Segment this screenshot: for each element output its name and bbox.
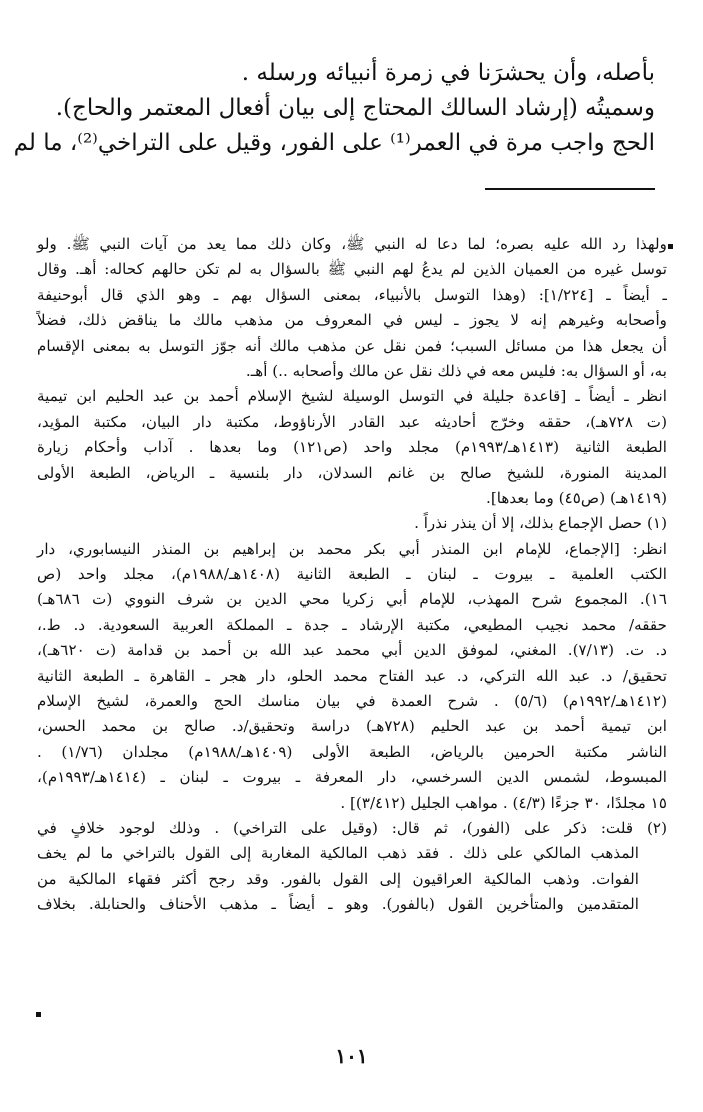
footnote-line: المبسوط، لشمس الدين السرخسي، دار المعرفة ـ بيروت ـ لبنان ـ (١٤١٤هـ/١٩٩٣م)، [37, 768, 667, 787]
footnote-line: المتقدمين والمتأخرين القول (بالفور). وهو ـ أيضاً ـ مذهب الأحناف والحنابلة. بخلاف [37, 895, 639, 914]
page-number: ١٠١ [335, 1044, 368, 1068]
footnote-line: ـ أيضاً ـ [١/٢٢٤]: (وهذا التوسل بالأنبياء، بمعنى السؤال بهم ـ وهو الذي قال أبوحنيفة [37, 285, 667, 304]
footnote-line: ولهذا رد الله عليه بصره؛ لما دعا له النبي ﷺ، وكان ذلك مما يعد من آيات النبي ﷺ. ولو [37, 235, 667, 253]
footnote-continuation-marker [668, 244, 673, 249]
footnote-line: (ت ٧٢٨هـ)، حققه وخرّج أحاديثه عبد القادر الأرناؤوط، مكتبة دار البيان، مكتبة المؤيد، [37, 412, 667, 431]
footnote-line: (١٤١٩هـ) (ص٤٥) وما بعدها]. [486, 488, 667, 507]
footnote-line: المذهب المالكي على ذلك . فقد ذهب المالكية المغاربة إلى القول بالتراخي ما لم يخف [37, 844, 639, 863]
footnote-continues-marker [36, 1012, 41, 1017]
footnote-separator [485, 188, 655, 190]
main-text-block [13, 56, 655, 161]
footnote-line: انظر: [الإجماع، للإمام ابن المنذر أبي بكر محمد بن إبراهيم بن المنذر النيسابوري، دار [37, 539, 667, 558]
footnote-line: الطبعة الثانية (١٤١٣هـ/١٩٩٣م) مجلد واحد (ص١٢١) وما بعدها . آداب وأحكام زيارة [37, 438, 667, 457]
footnote-line: أن يجعل هذا من مسائل السبب؛ فمن نقل عن مذهب مالك أنه جوّز التوسل به بمعنى الإقسام [37, 336, 667, 355]
footnote-line: المدينة المنورة، للشيخ صالح بن غانم السدلان، دار بلنسية ـ الرياض، الطبعة الأولى [37, 463, 667, 482]
footnote-2-heading: (٢) قلت: ذكر على (الفور)، ثم قال: (وقيل على التراخي) . وذلك لوجود خلافٍ في [37, 818, 667, 837]
main-text-line: بأصله، وأن يحشرَنا في زمرة أنبيائه ورسله . [241, 60, 655, 86]
footnote-line: انظر ـ أيضاً ـ [قاعدة جليلة في التوسل الوسيلة لشيخ الإسلام أحمد بن عبد الحليم ابن تيمية [37, 387, 667, 406]
footnote-line: تحقيق/ د. عبد الله التركي، د. عبد الفتاح محمد الحلو، دار هجر ـ القاهرة ـ الطبعة الثانية [37, 666, 667, 685]
footnote-line: الكتب العلمية ـ بيروت ـ لبنان ـ الطبعة الثانية (١٤٠٨هـ/١٩٨٨م)، مجلد واحد (ص [37, 565, 667, 584]
main-text-line: الحج واجب مرة في العمر⁽¹⁾ على الفور، وقيل على التراخي⁽²⁾، ما لم [13, 130, 655, 156]
main-text-line: وسميتُه (إرشاد السالك المحتاج إلى بيان أفعال المعتمر والحاج). [55, 95, 655, 121]
footnote-line: ابن تيمية أحمد بن عبد الحليم (٧٢٨هـ) دراسة وتحقيق/د. صالح بن محمد الحسن، [37, 717, 667, 736]
footnote-line: ١٦). المجموع شرح المهذب، للإمام أبي زكريا محي الدين بن شرف النووي (ت ٦٨٦هـ) [37, 590, 667, 609]
footnotes-block [37, 232, 667, 918]
footnote-line: به، أو السؤال به: فليس معه في ذلك نقل عن مالك وأصحابه ..) أهـ. [245, 361, 667, 380]
footnote-line: وأصحابه وغيرهم إنه لا يجوز ـ ليس في المعروف من مذهب مالك ما يناقض ذلك، فضلاً [37, 311, 667, 330]
footnote-line: الفوات. وذهب المالكية العراقيون إلى القول بالفور. وقد رجح أكثر فقهاء المالكية من [37, 869, 639, 888]
footnote-1-heading: (١) حصل الإجماع بذلك، إلا أن ينذر نذراً . [414, 514, 667, 533]
footnote-line: د. ت. (٧/١٣). المغني، لموفق الدين أبي محمد عبد الله بن أحمد بن قدامة (ت ٦٢٠هـ)، [37, 641, 668, 660]
footnote-line: ١٥ مجلدًا، ٣٠ جزءًا (٤/٣) . مواهب الجليل (٣/٤١٢)] . [340, 793, 667, 812]
footnote-line: (١٤١٢هـ/١٩٩٢م) (٥/٦) . شرح العمدة في بيان مناسك الحج والعمرة، لشيخ الإسلام [37, 692, 667, 711]
footnote-line: توسل غيره من العميان الذين لم يدعُ لهم النبي ﷺ بالسؤال به لم تكن حالهم كحاله: أهـ. وقال [37, 260, 667, 279]
footnote-line: حققه/ محمد نجيب المطيعي، مكتبة الإرشاد ـ جدة ـ المملكة العربية السعودية. د. ط.، [37, 615, 667, 634]
footnote-line: الناشر مكتبة الحرمين بالرياض، الطبعة الأولى (١٤٠٩هـ/١٩٨٨م) مجلدان (١/٧٦) . [37, 742, 667, 761]
